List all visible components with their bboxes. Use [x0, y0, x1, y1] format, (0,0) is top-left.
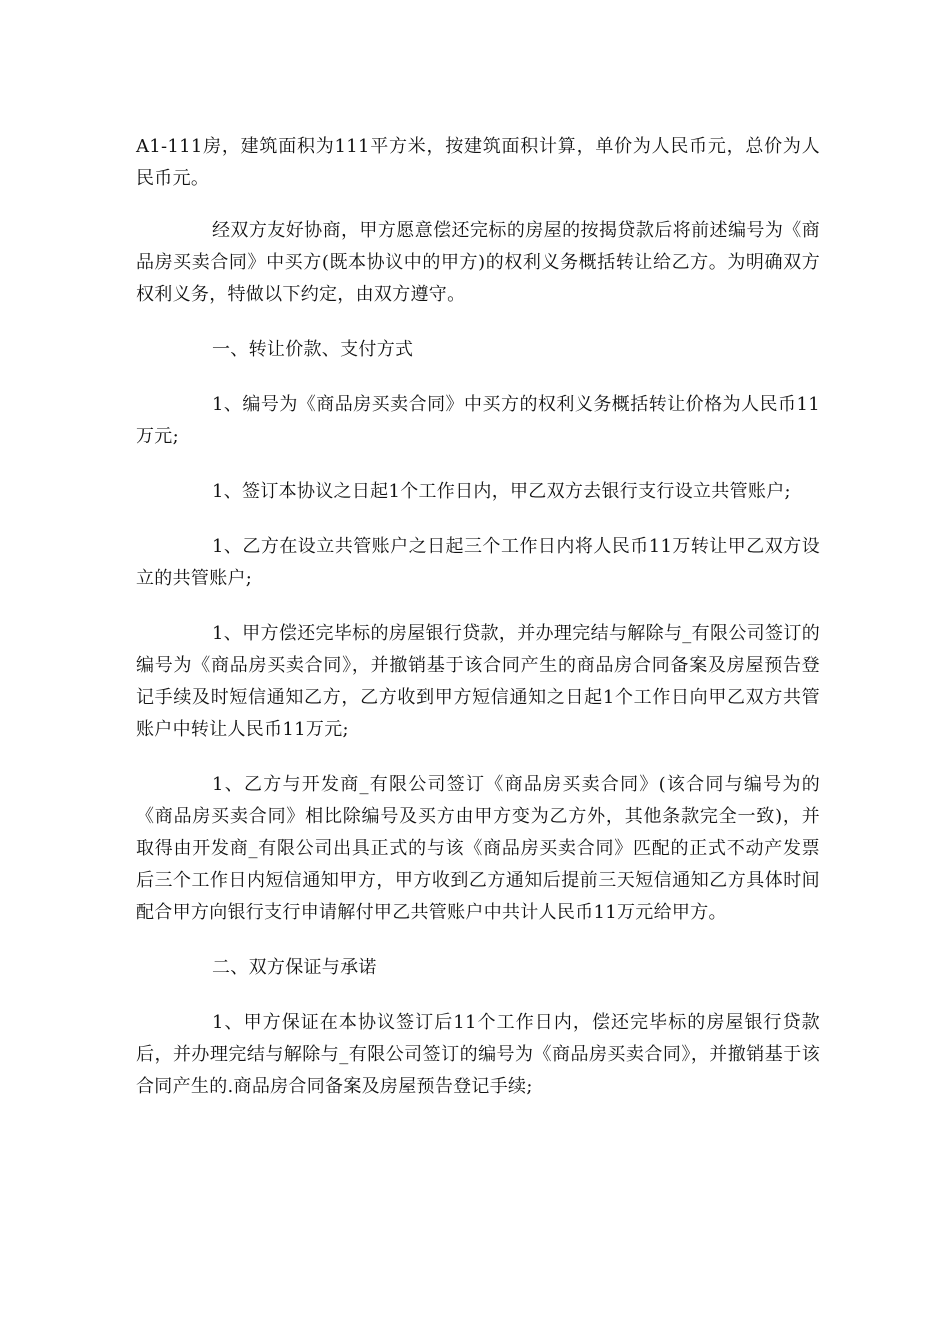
section-heading-guarantees: 二、双方保证与承诺: [212, 957, 377, 978]
paragraph-property-info: A1-111房，建筑面积为111平方米，按建筑面积计算，单价为人民币元，总价为人民币元。: [136, 136, 820, 189]
clause-party-a-guarantee: 1、甲方保证在本协议签订后11个工作日内，偿还完毕标的房屋银行贷款后，并办理完结与解除与_有限公司签订的编号为《商品房买卖合同》，并撤销基于该合同产生的.商品房合同备案及房屋预告登记手续;: [136, 1012, 820, 1097]
clause-loan-repayment: 1、甲方偿还完毕标的房屋银行贷款，并办理完结与解除与_有限公司签订的编号为《商品房买卖合同》，并撤销基于该合同产生的商品房合同备案及房屋预告登记手续及时短信通知乙方，乙方收到甲方短信通知之日起1个工作日向甲乙双方共管账户中转让人民币11万元;: [136, 623, 820, 740]
document-body: [136, 131, 820, 1103]
clause-open-joint-account: 1、签订本协议之日起1个工作日内，甲乙双方去银行支行设立共管账户;: [212, 481, 791, 502]
clause-new-contract: 1、乙方与开发商_有限公司签订《商品房买卖合同》(该合同与编号为的《商品房买卖合同》相比除编号及买方由甲方变为乙方外，其他条款完全一致)，并取得由开发商_有限公司出具正式的与该《商品房买卖合同》匹配的正式不动产发票后三个工作日内短信通知甲方，甲方收到乙方通知后提前三天短信通知乙方具体时间配合甲方向银行支行申请解付甲乙共管账户中共计人民币11万元给甲方。: [136, 774, 820, 923]
clause-transfer-price: 1、编号为《商品房买卖合同》中买方的权利义务概括转让价格为人民币11万元;: [136, 394, 820, 447]
paragraph-negotiation: 经双方友好协商，甲方愿意偿还完标的房屋的按揭贷款后将前述编号为《商品房买卖合同》中买方(既本协议中的甲方)的权利义务概括转让给乙方。为明确双方权利义务，特做以下约定，由双方遵守。: [136, 220, 820, 305]
section-heading-payment: 一、转让价款、支付方式: [212, 339, 414, 360]
clause-deposit-transfer: 1、乙方在设立共管账户之日起三个工作日内将人民币11万转让甲乙双方设立的共管账户;: [136, 536, 820, 589]
